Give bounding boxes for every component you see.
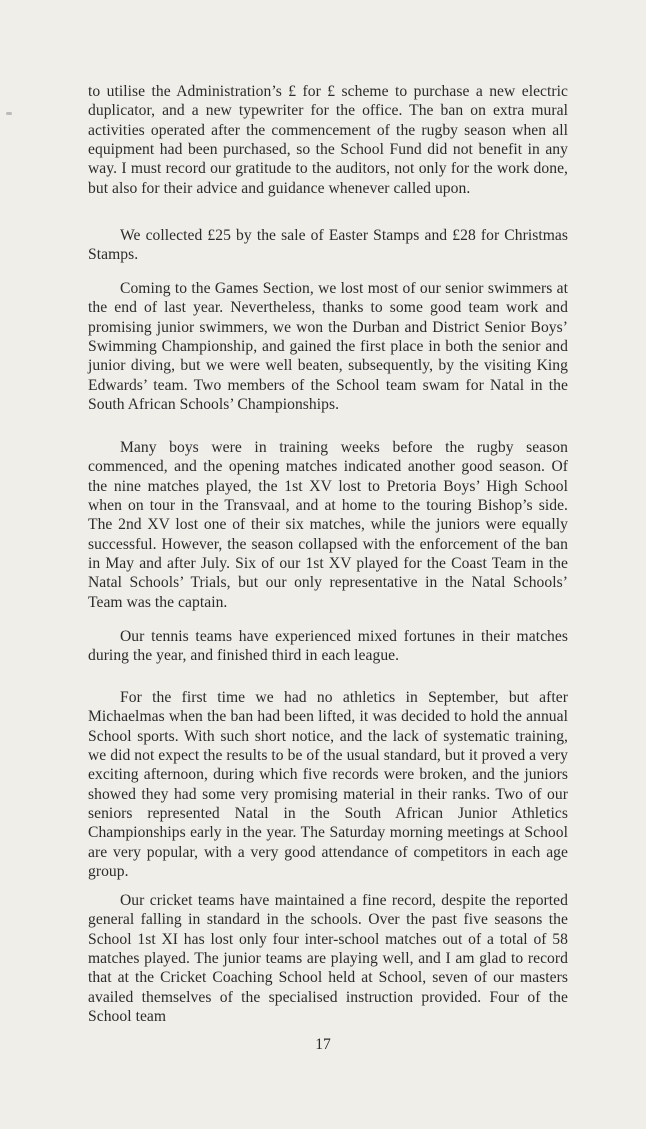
paragraph-text: Our cricket teams have maintained a fine record, despite the reported general falling in standard in the schools. Over the past five seasons the School 1st XI has lost only four inter-school matches out of a total of 58 matches played. The junior teams are playing well, and I am glad to record that at the Cricket Coaching School held at School, seven of our masters availed themselves of the specialised instruction provided. Four of the School team [88, 892, 568, 1026]
scan-speck [6, 112, 12, 115]
page-number: 17 [315, 1036, 331, 1053]
paragraph-text: For the first time we had no athletics in September, but after Michaelmas when the ban had been lifted, it was decided to hold the annual School sports. With such short notice, and the lack of systematic training, we did not expect the results to be of the usual standard, but it proved a very exciting afternoon, during which five records were broken, and the juniors showed they had some very promising material in their ranks. Two of our seniors represented Natal in the South African Junior Athletics Championships early in the year. The Saturday morning meetings at School are very popular, with a very good attendance of competitors in each age group. [88, 689, 568, 881]
paragraph-tennis [88, 627, 568, 666]
paragraph-rugby [88, 438, 568, 612]
paragraph-text: We collected £25 by the sale of Easter Stamps and £28 for Christmas Stamps. [88, 227, 568, 264]
paragraph-text: Our tennis teams have experienced mixed fortunes in their matches during the year, and finished third in each league. [88, 628, 568, 665]
paragraph-stamps [88, 226, 568, 265]
paragraph-swimming [88, 279, 568, 414]
paragraph-text: to utilise the Administration’s £ for £ scheme to purchase a new electric duplicator, and a new typewriter for the office. The ban on extra mural activities operated after the commencement of the rugby season when all equipment had been purchased, so the School Fund did not benefit in any way. I must record our gratitude to the auditors, not only for the work done, but also for their advice and guidance whenever called upon. [88, 83, 568, 197]
paragraph-administration [88, 82, 568, 198]
paragraph-text: Coming to the Games Section, we lost most of our senior swimmers at the end of last year. Nevertheless, thanks to some good team work and promising junior swimmers, we won the Durban and District Senior Boys’ Swimming Championship, and gained the first place in both the senior and junior diving, but we were well beaten, subsequently, by the visiting King Edwards’ team. Two members of the School team swam for Natal in the South African Schools’ Championships. [88, 280, 568, 414]
paragraph-text: Many boys were in training weeks before the rugby season commenced, and the opening matches indicated another good season. Of the nine matches played, the 1st XV lost to Pretoria Boys’ High School when on tour in the Transvaal, and at home to the touring Bishop’s side. The 2nd XV lost one of their six matches, while the juniors were equally successful. However, the season collapsed with the enforcement of the ban in May and after July. Six of our 1st XV played for the Coast Team in the Natal Schools’ Trials, but our only representative in the Natal Schools’ Team was the captain. [88, 439, 568, 611]
paragraph-cricket [88, 891, 568, 1026]
paragraph-athletics [88, 688, 568, 881]
